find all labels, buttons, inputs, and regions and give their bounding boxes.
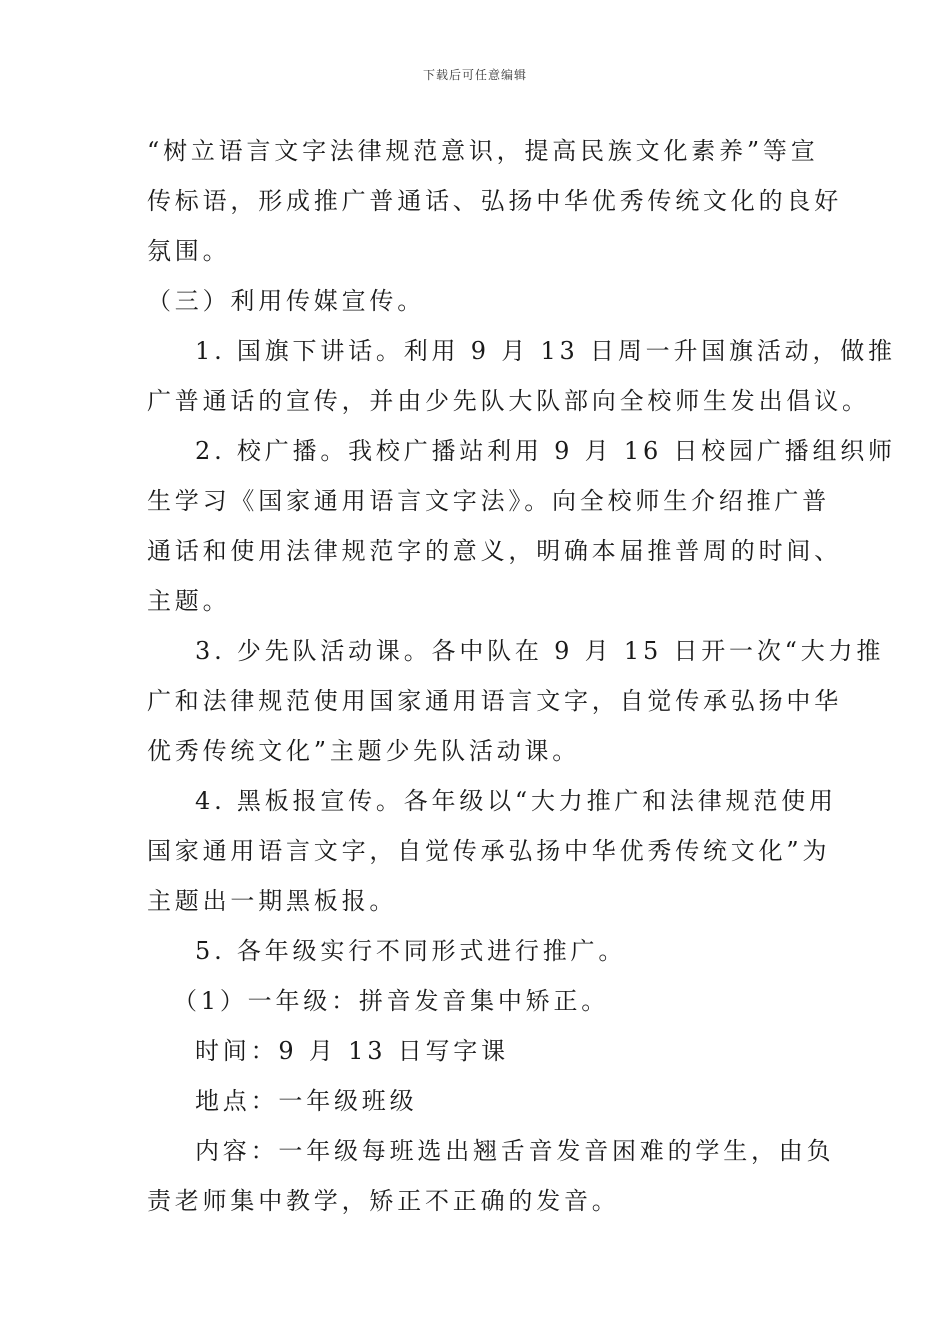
text-line: “树立语言文字法律规范意识，提高民族文化素养”等宣 (147, 137, 819, 165)
text-line: 地点：一年级班级 (195, 1087, 418, 1115)
text-line: 主题出一期黑板报。 (147, 887, 398, 915)
text-line: 1. 国旗下讲话。利用 9 月 13 日周一升国旗活动，做推 (195, 337, 896, 365)
text-line: 国家通用语言文字，自觉传承弘扬中华优秀传统文化”为 (147, 837, 831, 865)
subsection-heading: （1）一年级：拼音发音集中矫正。 (173, 987, 610, 1015)
text-line: 4. 黑板报宣传。各年级以“大力推广和法律规范使用 (195, 787, 837, 815)
document-body (147, 126, 896, 1226)
text-line: 3. 少先队活动课。各中队在 9 月 15 日开一次“大力推 (195, 637, 885, 665)
text-line: 2. 校广播。我校广播站利用 9 月 16 日校园广播组织师 (195, 437, 896, 465)
text-line: 广普通话的宣传，并由少先队大队部向全校师生发出倡议。 (147, 387, 870, 415)
text-line: 5. 各年级实行不同形式进行推广。 (195, 937, 627, 965)
text-line: 时间：9 月 13 日写字课 (195, 1037, 509, 1065)
text-line: 生学习《国家通用语言文字法》。向全校师生介绍推广普 (147, 487, 830, 515)
text-line: 广和法律规范使用国家通用语言文字，自觉传承弘扬中华 (147, 687, 842, 715)
text-line: 责老师集中教学，矫正不正确的发音。 (147, 1187, 620, 1215)
text-line: 主题。 (147, 587, 231, 615)
text-line: 氛围。 (147, 237, 231, 265)
section-heading: （三）利用传媒宣传。 (147, 287, 425, 315)
text-line: 通话和使用法律规范字的意义，明确本届推普周的时间、 (147, 537, 842, 565)
text-line: 内容：一年级每班选出翘舌音发音困难的学生，由负 (195, 1137, 835, 1165)
text-line: 传标语，形成推广普通话、弘扬中华优秀传统文化的良好 (147, 187, 842, 215)
text-line: 优秀传统文化”主题少先队活动课。 (147, 737, 581, 765)
page-header: 下载后可任意编辑 (422, 68, 527, 82)
